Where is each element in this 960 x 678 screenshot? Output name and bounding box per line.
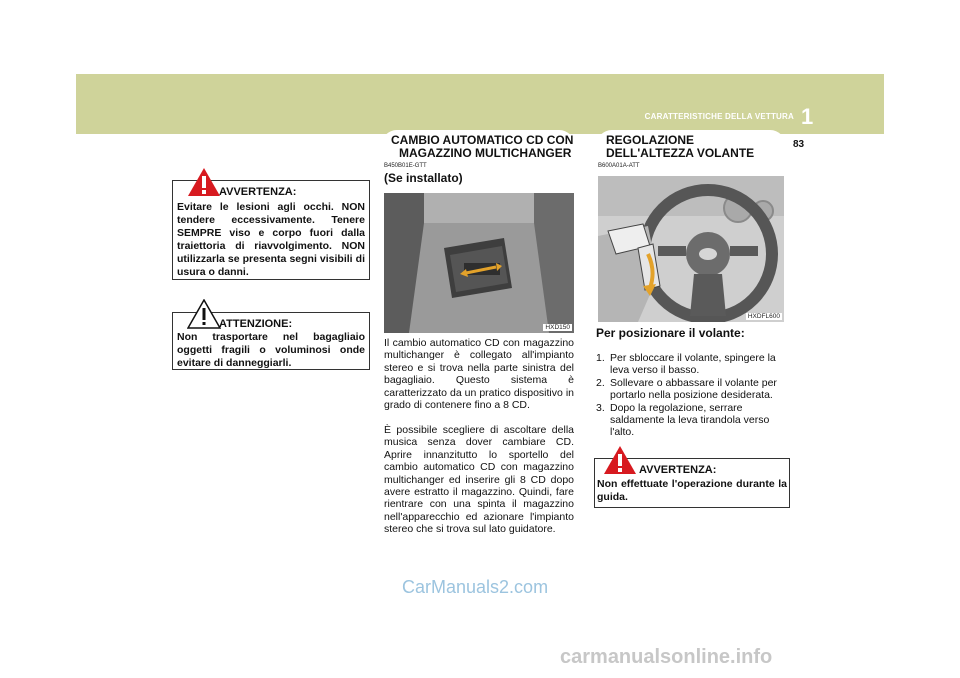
cd-changer-text-2: È possibile scegliere di ascoltare della musica senza dover cambiare CD. Aprire innanzitutto lo sportello del cambio automatico CD con magazzino multichanger ed inserire gli 8 CD dopo avere estratto il magazzino. Quindi, fare rientrare con una spinta il magazzino nell'apparecchio ed azionare l'impianto stereo che si trova sul lato guidatore.: [384, 424, 574, 536]
section-heading-line2: MAGAZZINO MULTICHANGER: [399, 146, 572, 160]
list-item: 2. Sollevare o abbassare il volante per portarlo nella posizione desiderata.: [596, 376, 777, 402]
chapter-title: CARATTERISTICHE DELLA VETTURA: [644, 112, 794, 121]
caution-title: ATTENZIONE:: [219, 318, 293, 330]
section-heading-steering: [596, 130, 786, 160]
section-heading-cd-changer: [381, 130, 575, 160]
warning-title: AVVERTENZA:: [219, 186, 297, 198]
subheading-if-installed: (Se installato): [384, 171, 463, 185]
warning-box-driving: [594, 458, 790, 508]
watermark-right: carmanualsonline.info: [560, 646, 773, 668]
section-heading-line1: REGOLAZIONE: [606, 133, 695, 147]
image-code-steering: HXDFL600: [747, 313, 780, 320]
chapter-number: 1: [801, 104, 814, 129]
warning-box-eyes: [172, 180, 370, 280]
watermark-left: CarManuals2.com: [402, 577, 549, 597]
steering-steps-list: [596, 352, 786, 439]
section-code: B600A01A-ATT: [598, 163, 640, 169]
page-number: 83: [793, 139, 805, 150]
caution-triangle-icon: [187, 299, 221, 329]
cd-changer-text: Il cambio automatico CD con magazzino multichanger è collegato all'impianto stereo e si trova nella parte sinistra del bagagliaio. Questo sistema è caratterizzato da un pratico dispositivo in grado di contenere fino a 8 CD.: [384, 337, 574, 412]
caution-text: Non trasportare nel bagagliaio oggetti fragili o voluminosi onde evitare di danneggiarli.: [177, 331, 365, 369]
section-heading-line2: DELL'ALTEZZA VOLANTE: [606, 146, 755, 160]
warning-triangle-icon: [187, 167, 221, 197]
section-heading-line1: CAMBIO AUTOMATICO CD CON: [391, 133, 574, 147]
steering-wheel-photo: [598, 176, 784, 322]
warning-text: Non effettuate l'operazione durante la guida.: [597, 478, 787, 503]
trunk-cd-changer-photo: [384, 193, 574, 333]
subheading-position-wheel: Per posizionare il volante:: [596, 326, 745, 340]
warning-title: AVVERTENZA:: [639, 464, 717, 476]
warning-triangle-icon: [603, 445, 637, 475]
list-item: 3. Dopo la regolazione, serrare saldamente la leva tirandola verso l'alto.: [596, 401, 770, 439]
caution-box-luggage: [172, 312, 370, 370]
warning-text: Evitare le lesioni agli occhi. NON tendere eccessivamente. Tenere SEMPRE viso e corpo fuori dalla traiettoria di riavvolgimento. NON utilizzarla se presenta segni visibili di usura o danni.: [177, 201, 365, 278]
header-band: [76, 74, 884, 134]
list-item: 1. Per sbloccare il volante, spingere la leva verso il basso.: [596, 352, 776, 377]
section-code: B450B01E-GTT: [384, 163, 427, 169]
image-code-cd: HXD150: [545, 324, 570, 331]
